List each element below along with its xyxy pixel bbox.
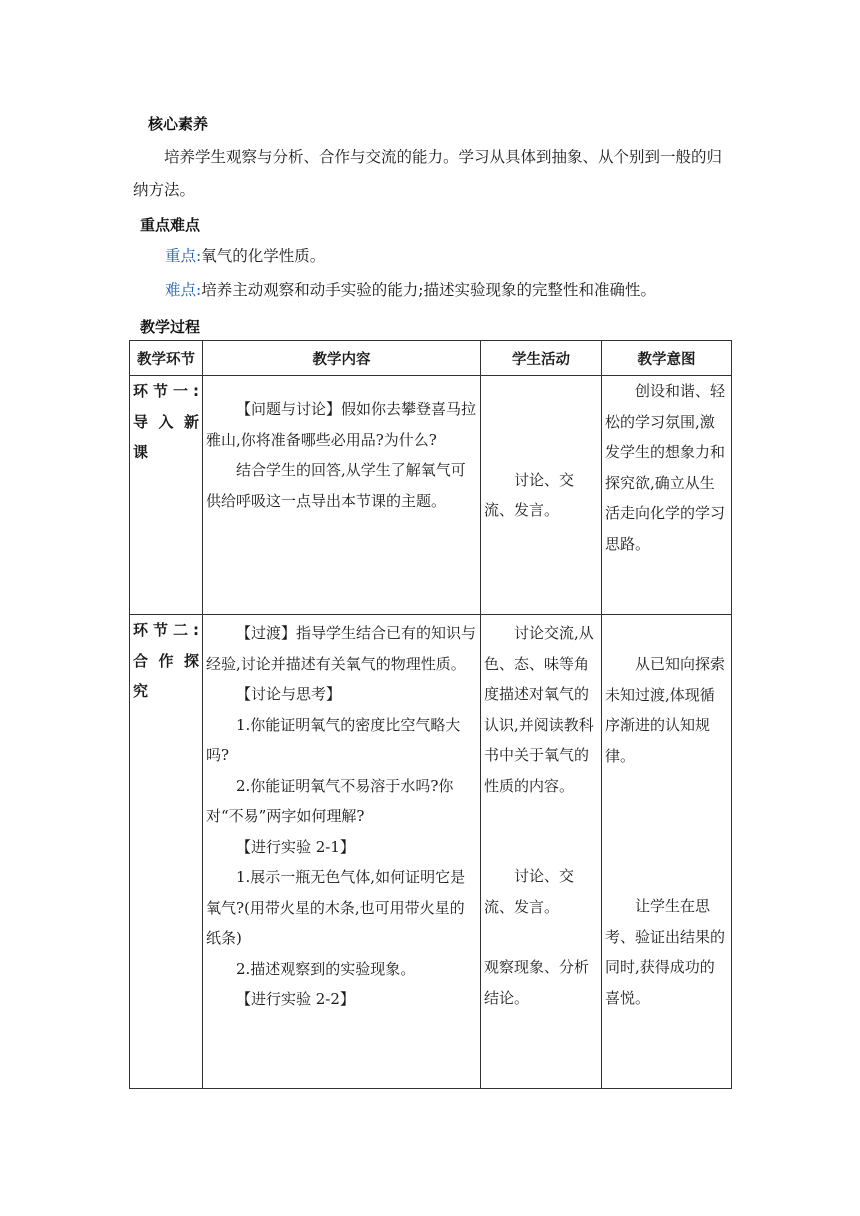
activity-text: 讨论、交流、发言。 (484, 867, 575, 916)
key-point-text: 氧气的化学性质。 (201, 247, 326, 265)
stage-cell (130, 615, 203, 1089)
key-points-heading: 重点难点 (140, 216, 201, 234)
content-cell (203, 376, 481, 615)
header-content: 教学内容 (203, 341, 481, 376)
stage-label: 合作探 (133, 651, 199, 670)
table-row (130, 615, 732, 1089)
content-cell (203, 615, 481, 1089)
table-header-row (130, 341, 732, 376)
core-literacy-heading: 核心素养 (148, 115, 209, 133)
header-intent: 教学意图 (602, 341, 732, 376)
difficulty-text: 培养主动观察和动手实验的能力;描述实验现象的完整性和准确性。 (201, 281, 656, 299)
content-paragraph: 2.你能证明氧气不易溶于水吗?你对“不易”两字如何理解? (206, 776, 454, 825)
teaching-process-heading: 教学过程 (140, 318, 201, 336)
difficulty-line (165, 274, 735, 307)
stage-label: 究 (133, 682, 149, 700)
difficulty-label: 难点: (165, 281, 202, 299)
intent-text: 创设和谐、轻松的学习氛围,激发学生的想象力和探究欲,确立从生活走向化学的学习思路。 (605, 382, 726, 553)
key-point-label: 重点: (165, 247, 202, 265)
intent-text: 让学生在思考、验证出结果的同时,获得成功的喜悦。 (605, 897, 726, 1007)
activity-text: 观察现象、分析结论。 (484, 958, 590, 1007)
content-paragraph: 2.描述观察到的实验现象。 (236, 959, 416, 978)
lesson-table (129, 340, 732, 1089)
activity-text: 讨论交流,从色、态、味等角度描述对氧气的认识,并阅读教科书中关于氧气的性质的内容。 (484, 624, 594, 795)
content-paragraph: 【问题与讨论】假如你去攀登喜马拉雅山,你将准备哪些必用品?为什么? (206, 400, 477, 449)
stage-label: 环节一: (133, 382, 199, 400)
stage-label: 导入新 (133, 412, 199, 431)
intent-cell (602, 615, 732, 1089)
activity-cell (481, 376, 602, 615)
content-paragraph: 【讨论与思考】 (236, 685, 342, 703)
content-paragraph: 结合学生的回答,从学生了解氧气可供给呼吸这一点导出本节课的主题。 (206, 461, 466, 510)
content-paragraph: 1.你能证明氧气的密度比空气略大吗? (206, 715, 461, 764)
activity-cell (481, 615, 602, 1089)
header-stage: 教学环节 (130, 341, 203, 376)
table-row (130, 376, 732, 615)
intent-cell (602, 376, 732, 615)
header-activity: 学生活动 (481, 341, 602, 376)
content-paragraph: 【过渡】指导学生结合已有的知识与经验,讨论并描述有关氧气的物理性质。 (206, 624, 477, 673)
core-literacy-text: 培养学生观察与分析、合作与交流的能力。学习从具体到抽象、从个别到一般的归纳方法。 (133, 148, 723, 199)
content-paragraph: 【进行实验 2-2】 (236, 990, 355, 1008)
activity-text: 讨论、交流、发言。 (484, 470, 575, 519)
content-paragraph: 【进行实验 2-1】 (236, 837, 355, 856)
stage-cell (130, 376, 203, 615)
stage-label: 环节二: (133, 621, 199, 639)
content-paragraph: 1.展示一瓶无色气体,如何证明它是氧气?(用带火星的木条,也可用带火星的纸条) (206, 868, 466, 947)
key-point-line (165, 240, 735, 273)
intent-text: 从已知向探索未知过渡,体现循序渐进的认知规律。 (605, 655, 726, 765)
stage-label: 课 (133, 443, 149, 461)
